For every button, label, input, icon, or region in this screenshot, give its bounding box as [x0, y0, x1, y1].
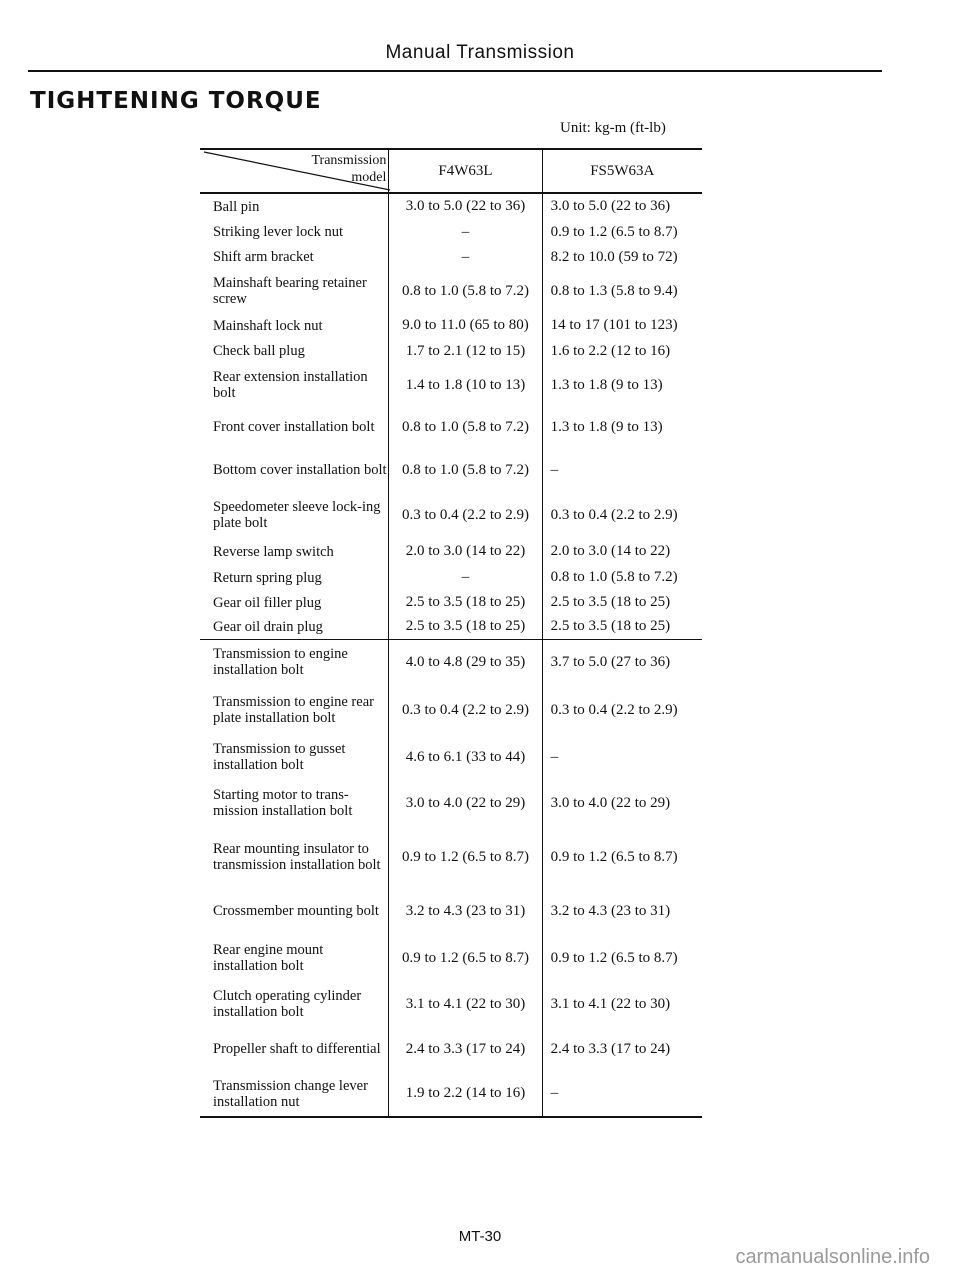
fs5w63a-torque-cell: 2.0 to 3.0 (14 to 22) — [550, 543, 671, 559]
f4w63l-torque-cell: 2.5 to 3.5 (18 to 25) — [389, 590, 542, 615]
fs5w63a-torque-cell: 8.2 to 10.0 (59 to 72) — [550, 248, 678, 265]
fs5w63a-torque-cell: 0.3 to 0.4 (2.2 to 2.9) — [550, 506, 678, 523]
fs5w63a-torque-cell: – — [550, 1085, 559, 1101]
unit-label: Unit: kg-m (ft-lb) — [560, 120, 666, 136]
table-body — [200, 193, 702, 1117]
f4w63l-torque-cell: 0.9 to 1.2 (6.5 to 8.7) — [389, 827, 542, 887]
f4w63l-torque-cell: 1.7 to 2.1 (12 to 15) — [389, 338, 542, 364]
table-header-row — [200, 149, 702, 193]
item-name-cell: Return spring plug — [213, 569, 322, 586]
item-name-cell: Speedometer sleeve lock-ing plate bolt — [213, 499, 381, 531]
item-name-cell: Check ball plug — [213, 343, 305, 359]
item-name-cell: Mainshaft lock nut — [213, 317, 323, 334]
table-row — [200, 639, 702, 685]
table-row — [200, 406, 702, 448]
item-name-cell: Transmission to engine rear plate installation bolt — [213, 694, 374, 726]
table-row — [200, 492, 702, 538]
fs5w63a-torque-cell: 2.4 to 3.3 (17 to 24) — [550, 1040, 671, 1057]
item-name-cell: Propeller shaft to differential — [213, 1041, 381, 1057]
item-name-cell: Rear extension installation bolt — [213, 369, 368, 401]
f4w63l-torque-cell: – — [389, 219, 542, 245]
section-header: Manual Transmission — [385, 42, 575, 63]
item-name-cell: Bottom cover installation bolt — [213, 462, 387, 478]
item-name-cell: Striking lever lock nut — [213, 224, 344, 240]
f4w63l-torque-cell: 1.9 to 2.2 (14 to 16) — [389, 1071, 542, 1117]
f4w63l-torque-cell: 3.1 to 4.1 (22 to 30) — [389, 981, 542, 1027]
item-name-cell: Transmission to engine installation bolt — [200, 639, 389, 685]
table-row — [200, 538, 702, 565]
item-name-cell: Starting motor to trans-mission installation bolt — [213, 787, 353, 819]
fs5w63a-torque-cell: 1.3 to 1.8 (9 to 13) — [550, 418, 663, 435]
f4w63l-torque-cell: 2.4 to 3.3 (17 to 24) — [389, 1027, 542, 1071]
f4w63l-torque-cell: 0.9 to 1.2 (6.5 to 8.7) — [389, 935, 542, 981]
table-row — [200, 269, 702, 313]
fs5w63a-torque-cell: 0.8 to 1.3 (5.8 to 9.4) — [550, 282, 678, 299]
corner-label-model: model — [351, 170, 387, 185]
column-header-fs5w63a: FS5W63A — [590, 162, 655, 179]
item-name-cell: Ball pin — [213, 198, 260, 215]
table-row — [200, 735, 702, 779]
item-name-cell: Rear mounting insulator to transmission installation bolt — [213, 841, 381, 873]
fs5w63a-torque-cell: – — [550, 461, 559, 478]
fs5w63a-torque-cell: 3.0 to 5.0 (22 to 36) — [550, 198, 671, 214]
page-title: TIGHTENING TORQUE — [30, 88, 322, 114]
f4w63l-torque-cell: 3.2 to 4.3 (23 to 31) — [389, 887, 542, 935]
f4w63l-torque-cell: 3.0 to 4.0 (22 to 29) — [389, 779, 542, 827]
table-row — [200, 1027, 702, 1071]
item-name-cell: Transmission to gusset installation bolt — [213, 741, 346, 773]
table-row — [200, 193, 702, 219]
fs5w63a-torque-cell: 0.8 to 1.0 (5.8 to 7.2) — [550, 569, 678, 585]
fs5w63a-torque-cell: 0.3 to 0.4 (2.2 to 2.9) — [550, 701, 678, 718]
f4w63l-torque-cell: – — [389, 565, 542, 590]
f4w63l-torque-cell: 2.5 to 3.5 (18 to 25) — [389, 615, 542, 639]
table-row — [200, 245, 702, 269]
table-row — [200, 981, 702, 1027]
item-name-cell: Rear engine mount installation bolt — [213, 942, 324, 974]
f4w63l-torque-cell: 3.0 to 5.0 (22 to 36) — [389, 193, 542, 219]
f4w63l-torque-cell: – — [389, 245, 542, 269]
corner-label-transmission: Transmission — [311, 153, 387, 168]
table-row — [200, 219, 702, 245]
fs5w63a-torque-cell: 0.9 to 1.2 (6.5 to 8.7) — [550, 848, 678, 865]
f4w63l-torque-cell: 4.6 to 6.1 (33 to 44) — [389, 735, 542, 779]
f4w63l-torque-cell: 0.3 to 0.4 (2.2 to 2.9) — [389, 492, 542, 538]
table-row — [200, 827, 702, 887]
f4w63l-torque-cell: 1.4 to 1.8 (10 to 13) — [389, 364, 542, 406]
fs5w63a-torque-cell: 3.2 to 4.3 (23 to 31) — [550, 902, 671, 919]
item-name-cell: Transmission change lever installation nut — [213, 1077, 368, 1110]
f4w63l-torque-cell: 0.8 to 1.0 (5.8 to 7.2) — [389, 269, 542, 313]
fs5w63a-torque-cell: 3.0 to 4.0 (22 to 29) — [550, 794, 671, 811]
fs5w63a-torque-cell: – — [550, 748, 559, 765]
fs5w63a-torque-cell: 3.1 to 4.1 (22 to 30) — [550, 995, 671, 1012]
page-number: MT-30 — [458, 1228, 502, 1245]
table-row — [200, 590, 702, 615]
column-header-f4w63l: F4W63L — [389, 149, 542, 193]
fs5w63a-torque-cell: 1.3 to 1.8 (9 to 13) — [550, 376, 663, 393]
watermark: carmanualsonline.info — [735, 1246, 930, 1268]
table-row — [200, 887, 702, 935]
fs5w63a-torque-cell: 2.5 to 3.5 (18 to 25) — [550, 594, 671, 610]
f4w63l-torque-cell: 2.0 to 3.0 (14 to 22) — [389, 538, 542, 565]
table-row — [200, 779, 702, 827]
f4w63l-torque-cell: 0.3 to 0.4 (2.2 to 2.9) — [389, 685, 542, 735]
item-name-cell: Gear oil drain plug — [213, 618, 323, 635]
f4w63l-torque-cell: 0.8 to 1.0 (5.8 to 7.2) — [389, 448, 542, 492]
item-name-cell: Mainshaft bearing retainer screw — [213, 275, 367, 307]
fs5w63a-torque-cell: 0.9 to 1.2 (6.5 to 8.7) — [550, 223, 678, 240]
torque-table — [200, 148, 702, 1118]
item-name-cell: Clutch operating cylinder installation bolt — [213, 988, 362, 1020]
table-row — [200, 1071, 702, 1117]
item-name-cell: Crossmember mounting bolt — [213, 903, 379, 919]
corner-header-cell — [200, 149, 389, 193]
fs5w63a-torque-cell: 3.7 to 5.0 (27 to 36) — [542, 639, 702, 685]
item-name-cell: Shift arm bracket — [213, 249, 314, 265]
table-row — [200, 448, 702, 492]
item-name-cell: Reverse lamp switch — [213, 543, 334, 560]
table-row — [200, 935, 702, 981]
fs5w63a-torque-cell: 1.6 to 2.2 (12 to 16) — [550, 342, 671, 359]
table-row — [200, 313, 702, 338]
f4w63l-torque-cell: 0.8 to 1.0 (5.8 to 7.2) — [389, 406, 542, 448]
f4w63l-torque-cell: 9.0 to 11.0 (65 to 80) — [389, 313, 542, 338]
table-row — [200, 338, 702, 364]
table-row — [200, 565, 702, 590]
header-rule — [28, 70, 882, 72]
table-row — [200, 364, 702, 406]
table-row — [200, 685, 702, 735]
fs5w63a-torque-cell: 2.5 to 3.5 (18 to 25) — [550, 618, 671, 635]
fs5w63a-torque-cell: 0.9 to 1.2 (6.5 to 8.7) — [550, 949, 678, 966]
item-name-cell: Gear oil filler plug — [213, 594, 322, 611]
f4w63l-torque-cell: 4.0 to 4.8 (29 to 35) — [389, 639, 542, 685]
fs5w63a-torque-cell: 14 to 17 (101 to 123) — [550, 317, 678, 333]
item-name-cell: Front cover installation bolt — [213, 419, 375, 435]
table-row — [200, 615, 702, 639]
